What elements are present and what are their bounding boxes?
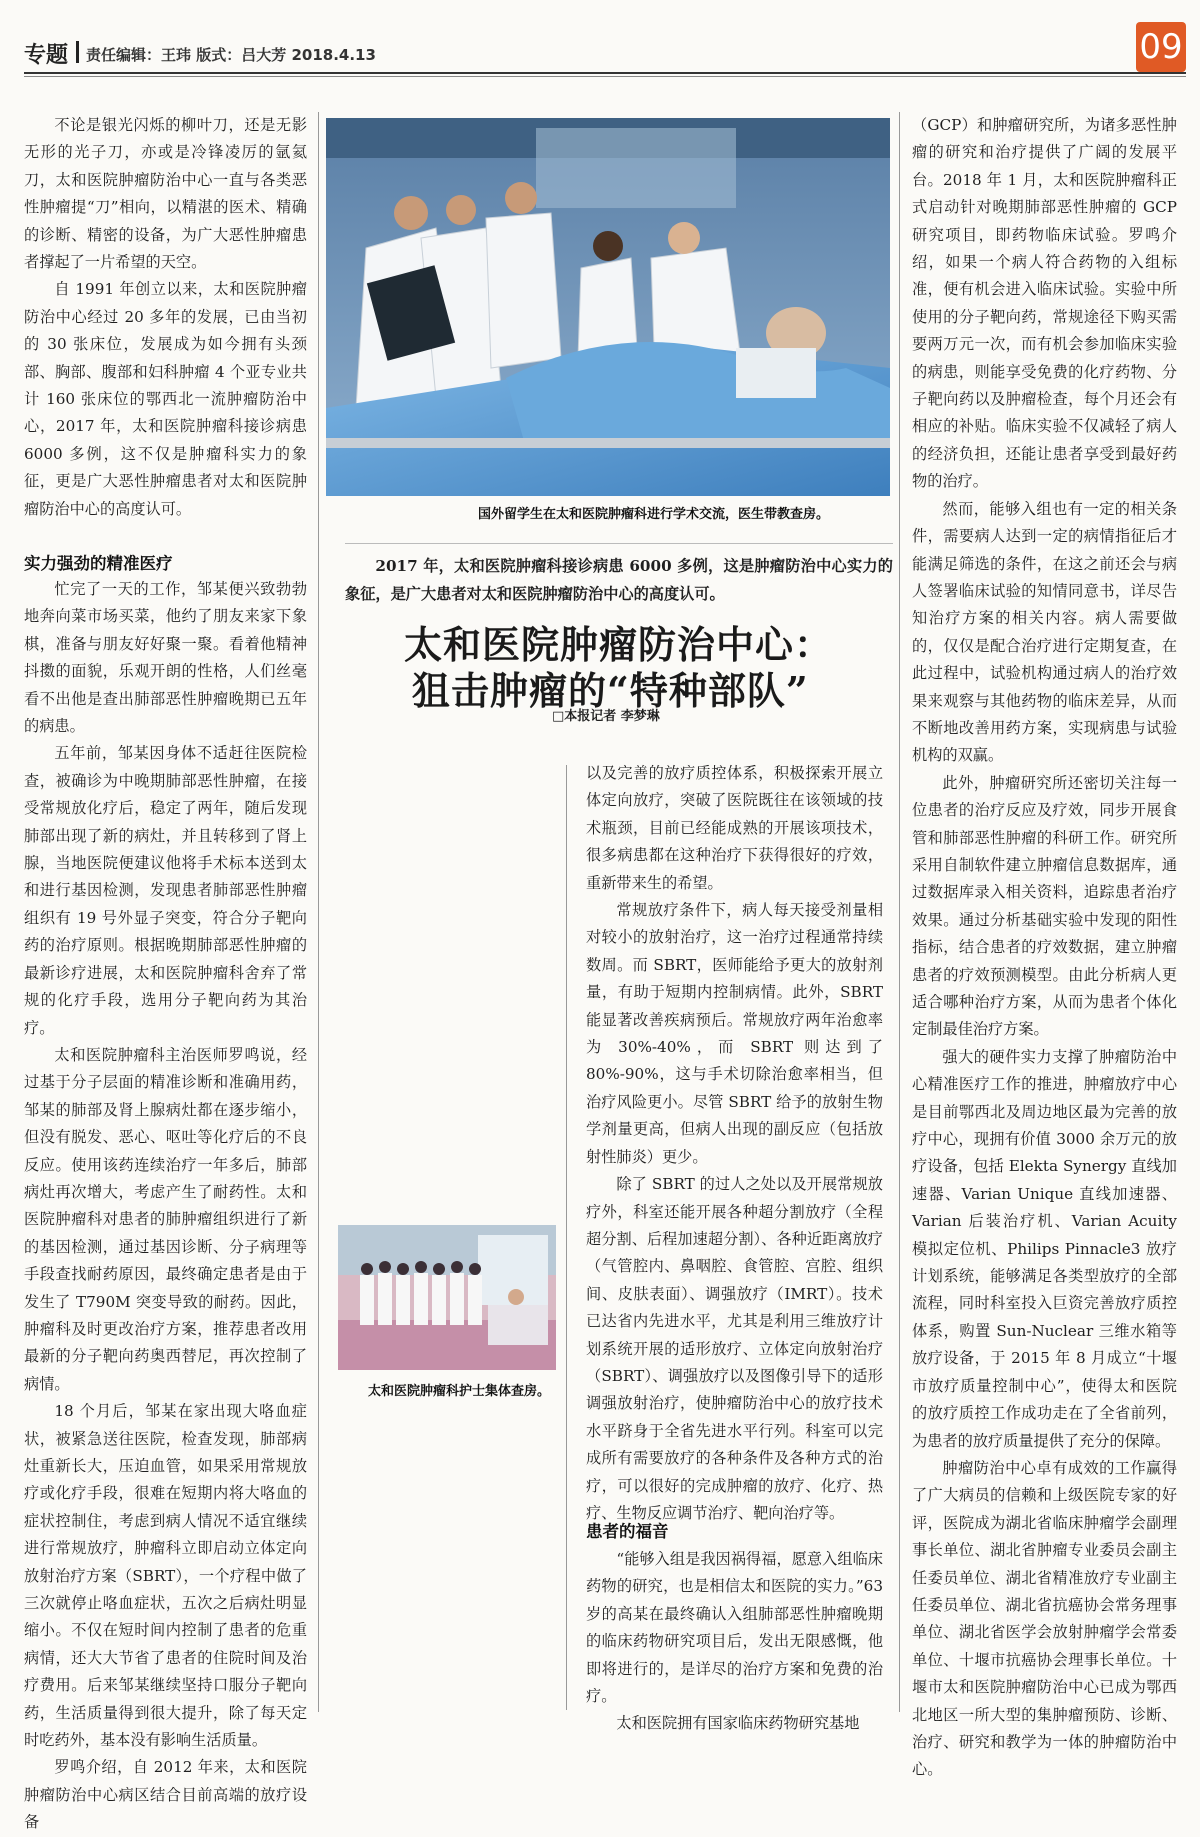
article-title-line-2: 狙击肿瘤的“特种部队” xyxy=(412,668,809,713)
header-divider xyxy=(76,41,79,63)
column-2-tail xyxy=(586,1546,883,1738)
editor-credits: 责任编辑：王玮 版式：吕大芳 2018.4.13 xyxy=(86,46,376,64)
headline-rule xyxy=(345,543,893,544)
paragraph: 肿瘤防治中心卓有成效的工作赢得了广大病员的信赖和上级医院专家的好评，医院成为湖北省临床肿瘤学会副理事长单位、湖北省肿瘤专业委员会副主任委员单位、湖北省精准放疗专业副主任委员单位、湖北省抗癌协会常务理事单位、湖北省医学会放射肿瘤学会常委单位、十堰市抗癌协会理事长单位。十堰市太和医院肿瘤防治中心已成为鄂西北地区一所大型的集肿瘤预防、诊断、治疗、研究和教学为一体的肿瘤防治中心。 xyxy=(912,1458,1177,1779)
bottom-photo-caption: 太和医院肿瘤科护士集体查房。 xyxy=(368,1384,551,1399)
section-title: 专题 xyxy=(24,43,69,68)
header-rule-thin xyxy=(24,76,1186,77)
paragraph: 不论是银光闪烁的柳叶刀，还是无影无形的光子刀，亦或是冷锋凌厉的氩氦刀，太和医院肿瘤防治中心一直与各类恶性肿瘤提“刀”相向，以精湛的医术、精确的诊断、精密的设备，为广大恶性肿瘤患者撑起了一片希望的天空。 xyxy=(24,116,307,272)
paragraph: 此外，肿瘤研究所还密切关注每一位患者的治疗反应及疗效，同步开展食管和肺部恶性肿瘤的科研工作。研究所采用自制软件建立肿瘤信息数据库，通过数据库录入相关资料，追踪患者治疗效果。通过分析基础实验中发现的阳性指标，结合患者的疗效数据，建立肿瘤患者的疗效预测模型。由此分析病人更适合哪种治疗方案，从而为患者个体化定制最佳治疗方案。 xyxy=(912,773,1177,1039)
column-divider xyxy=(566,765,567,1710)
subhead-patient-benefit: 患者的福音 xyxy=(586,1522,669,1541)
column-divider xyxy=(899,112,900,1712)
header-rule xyxy=(24,72,1186,74)
paragraph: 自 1991 年创立以来，太和医院肿瘤防治中心经过 20 多年的发展，已由当初的 30 张床位，发展成为如今拥有头颈部、胸部、腹部和妇科肿瘤 4 个亚专业共计 160 张床位的鄂西北一流肿瘤防治中心，2017 年，太和医院肿瘤科接诊病患 6000 多例，这不仅是肿瘤科实力的象征，更是广大恶性肿瘤患者对太和医院肿瘤防治中心的高度认可。 xyxy=(24,280,307,518)
top-photo-caption: 国外留学生在太和医院肿瘤科进行学术交流，医生带教查房。 xyxy=(478,507,830,522)
paragraph: “能够入组是我因祸得福，愿意入组临床药物的研究，也是相信太和医院的实力。”63 岁的高某在最终确认入组肺部恶性肿瘤晚期的临床药物研究项目后，发出无限感慨，他即将进行的，是详尽的治疗方案和免费的治疗。 xyxy=(586,1550,883,1706)
paragraph: （GCP）和肿瘤研究所，为诸多恶性肿瘤的研究和治疗提供了广阔的发展平台。2018 年 1 月，太和医院肿瘤科正式启动针对晚期肺部恶性肿瘤的 GCP 研究项目，即药物临床试验。罗鸣介绍，如果一个病人符合药物的入组标准，便有机会进入临床试验。实验中所使用的分子靶向药，常规途径下购买需要两万元一次，而有机会参加临床实验的病患，则能享受免费的化疗药物、分子靶向药以及肿瘤检查，每个月还会有相应的补贴。临床实验不仅减轻了病人的经济负担，还能让患者享受到最好药物的治疗。 xyxy=(912,116,1177,491)
paragraph: 忙完了一天的工作，邹某便兴致勃勃地奔向菜市场买菜，他约了朋友来家下象棋，准备与朋友好好聚一聚。看着他精神抖擞的面貌，乐观开朗的性格，人们丝毫看不出他是查出肺部恶性肿瘤晚期已五年的病患。 xyxy=(24,580,307,736)
paragraph: 以及完善的放疗质控体系，积极探索开展立体定向放疗，突破了医院既往在该领域的技术瓶颈，目前已经能成熟的开展该项技术，很多病患都在这种治疗下获得很好的疗效，重新带来生的希望。 xyxy=(586,764,883,892)
column-3-body xyxy=(912,112,1177,1784)
paragraph: 太和医院拥有国家临床药物研究基地 xyxy=(616,1714,860,1733)
paragraph: 五年前，邹某因身体不适赶往医院检查，被确诊为中晚期肺部恶性肿瘤，在接受常规放化疗后，稳定了两年，随后发现肺部出现了新的病灶，并且转移到了肾上腺，当地医院便建议他将手术标本送到太和进行基因检测，发现患者肺部恶性肿瘤组织有 19 号外显子突变，符合分子靶向药的治疗原则。根据晚期肺部恶性肿瘤的最新诊疗进展，太和医院肿瘤科舍弃了常规的化疗手段，选用分子靶向药为其治疗。 xyxy=(24,744,307,1037)
column-divider xyxy=(318,112,319,1712)
paragraph: 18 个月后，邹某在家出现大咯血症状，被紧急送往医院，检查发现，肺部病灶重新长大，压迫血管，如果采用常规放疗或化疗手段，很难在短期内将大咯血的症状控制住，考虑到病人情况不适宜继续进行常规放疗，肿瘤科立即启动立体定向放射治疗方案（SBRT），一个疗程中做了三次就停止咯血症状，五次之后病灶明显缩小。不仅在短时间内控制了患者的危重病情，还大大节省了患者的住院时间及治疗费用。后来邹某继续坚持口服分子靶向药，生活质量得到很大提升，除了每天定时吃药外，基本没有影响生活质量。 xyxy=(24,1402,307,1750)
subhead-precision-medicine: 实力强劲的精准医疗 xyxy=(24,554,173,573)
paragraph: 然而，能够入组也有一定的相关条件，需要病人达到一定的病情指征后才能满足筛选的条件，在这之前还会与病人签署临床试验的知情同意书，详尽告知治疗方案的相关内容。病人需要做的，仅仅是配合治疗进行定期复查，在此过程中，试验机构通过病人的治疗效果来观察与其他药物的临床差异，从而不断地改善用药方案，实现病患与试验机构的双赢。 xyxy=(912,499,1177,765)
doctors-ward-round-photo xyxy=(326,118,890,496)
paragraph: 常规放疗条件下，病人每天接受剂量相对较小的放射治疗，这一治疗过程通常持续数周。而 SBRT，医师能给予更大的放射剂量，有助于短期内控制病情。此外，SBRT 能显著改善疾病预后。常规放疗两年治愈率为 30%-40%，而 SBRT 则达到了 80%-90%，这与手术切除治愈率相当，但治疗风险更小。尽管 SBRT 给予的放射生物学剂量更高，但病人出现的副反应（包括放射性肺炎）更少。 xyxy=(586,901,883,1166)
page-number-badge: 09 xyxy=(1136,22,1186,72)
paragraph: 太和医院肿瘤科主治医师罗鸣说，经过基于分子层面的精准诊断和准确用药，邹某的肺部及肾上腺病灶都在逐步缩小，但没有脱发、恶心、呕吐等化疗后的不良反应。使用该药连续治疗一年多后，肺部病灶再次增大，考虑产生了耐药性。太和医院肿瘤科对患者的肺肿瘤组织进行了新的基因检测，通过基因诊断、分子病理等手段查找耐药原因，最终确定患者是由于发生了 T790M 突变导致的耐药。因此，肿瘤科及时更改治疗方案，推荐患者改用最新的分子靶向药奥西替尼，再次控制了病情。 xyxy=(24,1045,307,1393)
article-lead: 2017 年，太和医院肿瘤科接诊病患 6000 多例，这是肿瘤防治中心实力的象征，是广大患者对太和医院肿瘤防治中心的高度认可。 xyxy=(345,557,893,603)
paragraph: 罗鸣介绍，自 2012 年来，太和医院肿瘤防治中心病区结合目前高端的放疗设备 xyxy=(24,1758,307,1832)
nurses-ward-round-photo xyxy=(338,1225,556,1370)
column-2-body xyxy=(586,760,883,1527)
column-1-intro xyxy=(24,112,307,523)
article-byline: □本报记者 李梦琳 xyxy=(552,709,660,724)
paragraph: 强大的硬件实力支撑了肿瘤防治中心精准医疗工作的推进，肿瘤放疗中心是目前鄂西北及周边地区最为完善的放疗中心，现拥有价值 3000 余万元的放疗设备，包括 Elekta Synergy 直线加速器、Varian Unique 直线加速器、Varian 后装治疗机、Varian Acuity 模拟定位机、Philips Pinnacle3 放疗计划系统，能够满足各类型放疗的全部流程，同时科室投入巨资完善放疗质控体系，购置 Sun-Nuclear 三维水箱等放疗设备，于 2015 年 8 月成立“十堰市放疗质量控制中心”，使得太和医院的放疗质控工作成功走在了全省前列，为患者的放疗质量提供了充分的保障。 xyxy=(912,1047,1177,1450)
column-1-body xyxy=(24,576,307,1837)
paragraph: 除了 SBRT 的过人之处以及开展常规放疗外，科室还能开展各种超分割放疗（全程超分割、后程加速超分割）、各种近距离放疗（气管腔内、鼻咽腔、食管腔、宫腔、组织间、皮肤表面）、调强放疗（IMRT）。技术已达省内先进水平，尤其是利用三维放疗计划系统开展的适形放疗、立体定向放射治疗（SBRT）、调强放疗以及图像引导下的适形调强放射治疗，使肿瘤防治中心的放疗技术水平跻身于全省先进水平行列。科室可以完成所有需要放疗的各种条件及各种方式的治疗，可以很好的完成肿瘤的放疗、化疗、热疗、生物反应调节治疗、靶向治疗等。 xyxy=(586,1175,883,1522)
article-title-line-1: 太和医院肿瘤防治中心： xyxy=(404,622,834,667)
